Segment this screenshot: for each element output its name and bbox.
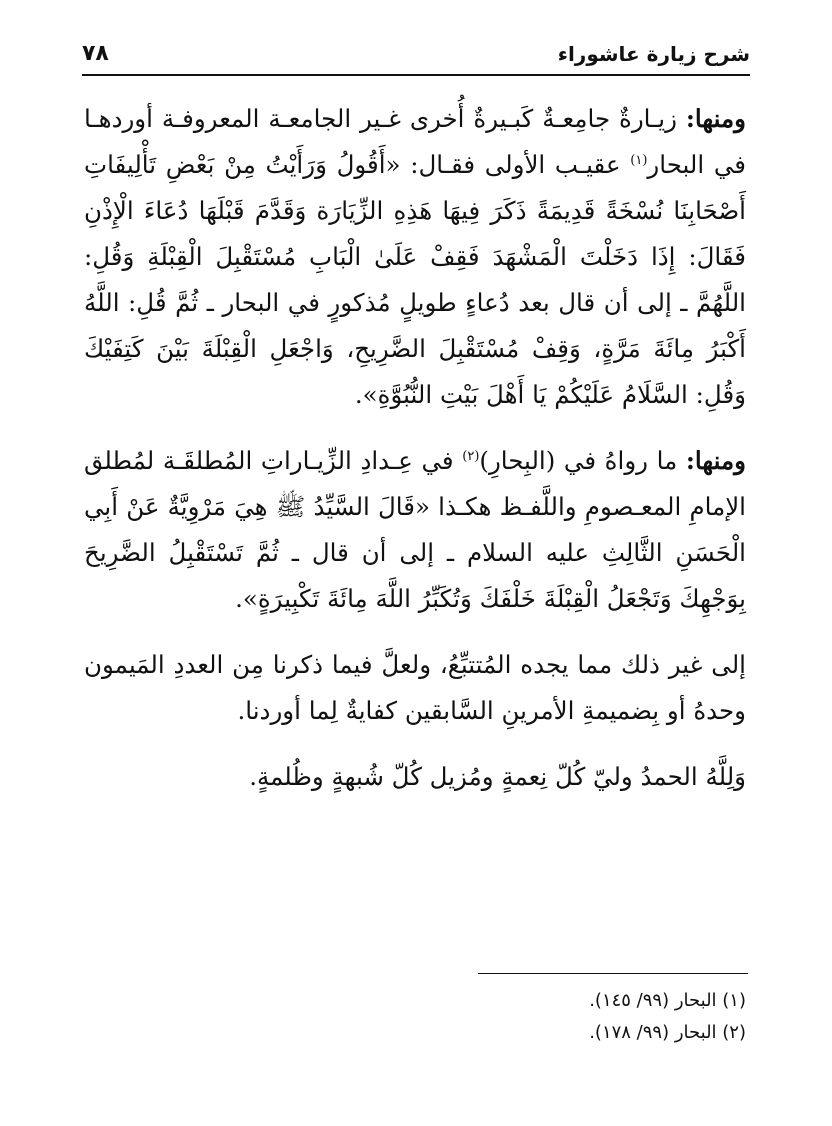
paragraph-2-lead: ومنها: bbox=[685, 446, 746, 475]
footnote-1: (١) البحار (٩٩/ ١٤٥). bbox=[589, 990, 746, 1011]
header-divider bbox=[82, 74, 750, 76]
paragraph-1-lead: ومنها: bbox=[685, 104, 746, 133]
page-header bbox=[82, 32, 750, 66]
footnote-mark-2: (٢) bbox=[462, 448, 480, 464]
paragraph-2 bbox=[84, 438, 746, 622]
footnote-divider bbox=[478, 973, 748, 974]
footnote-2: (٢) البحار (٩٩/ ١٧٨). bbox=[589, 1022, 746, 1043]
running-title: شرح زيارة عاشوراء bbox=[557, 42, 750, 66]
paragraph-1-quote: «أَقُولُ وَرَأَيْتُ مِنْ بَعْضِ تَأْلِيفَاتِ أَصْحَابِنَا نُسْخَةً قَدِيمَةً ذَكَرَ فِيهَا هَذِهِ الزِّيَارَة وَقَدَّمَ قَبْلَهَا دُعَاءَ الْإِذْنِ فَقَالَ: إِذَا دَخَلْتَ الْمَشْهَدَ فَقِفْ عَلَىٰ الْبَابِ مُسْتَقْبِلَ الْقِبْلَةِ وَقُلِ: اللَّهُمَّ ـ إلى أن قال بعد دُعاءٍ طويلٍ مُذكورٍ في البحار ـ ثُمَّ قُلِ: اللَّهُ أَكْبَرُ مِائَةَ مَرَّةٍ، وَقِفْ مُسْتَقْبِلَ الضَّرِيحِ، وَاجْعَلِ الْقِبْلَةَ بَيْنَ كَتِفَيْكَ وَقُلِ: السَّلَامُ عَلَيْكُمْ يَا أَهْلَ بَيْتِ النُّبُوَّةِ». bbox=[84, 150, 746, 409]
paragraph-4: وَلِلَّهُ الحمدُ وليّ كُلّ نِعمةٍ ومُزيل كُلّ شُبهةٍ وظُلمةٍ. bbox=[249, 762, 746, 791]
paragraph-2-quote: «قَالَ السَّيِّدُ ﷺ هِيَ مَرْوِيَّةٌ عَنْ أَبِي الْحَسَنِ الثَّالِثِ عليه السلام ـ إلى أن قال ـ ثُمَّ تَسْتَقْبِلُ الضَّرِيحَ بِوَجْهِكَ وَتَجْعَلُ الْقِبْلَةَ خَلْفَكَ وَتُكَبِّرُ اللَّهَ مِائَةَ تَكْبِيرَةٍ». bbox=[84, 492, 746, 613]
paragraph-1-text-a: زيـارةٌ جامِعـةٌ كَبـيرةٌ أُخرى غـير الجامعـة المعروفـة أوردهـا في البحار bbox=[84, 104, 747, 179]
page-number: ٧٨ bbox=[82, 41, 109, 66]
paragraph-1 bbox=[84, 96, 746, 418]
paragraph-1-text-b: عقيـب الأولى فقـال: bbox=[400, 150, 631, 179]
page-body bbox=[84, 96, 746, 820]
paragraph-3: إلى غير ذلك مما يجده المُتتبِّعُ، ولعلَّ فيما ذكرنا مِن العددِ المَيمون وحدهُ أو بِضميمةِ الأمرينِ السَّابقين كفايةٌ لِما أوردنا. bbox=[84, 650, 746, 725]
paragraph-2-text-b: في عِـدادِ الزِّيـاراتِ المُطلقَـة لمُطلق الإمامِ المعـصومِ واللَّفـظ هكـذا bbox=[84, 446, 746, 521]
paragraph-2-text-a: ما رواهُ في (البِحارِ) bbox=[479, 446, 686, 475]
footnotes bbox=[246, 985, 746, 1049]
footnote-mark-1: (١) bbox=[630, 152, 648, 168]
